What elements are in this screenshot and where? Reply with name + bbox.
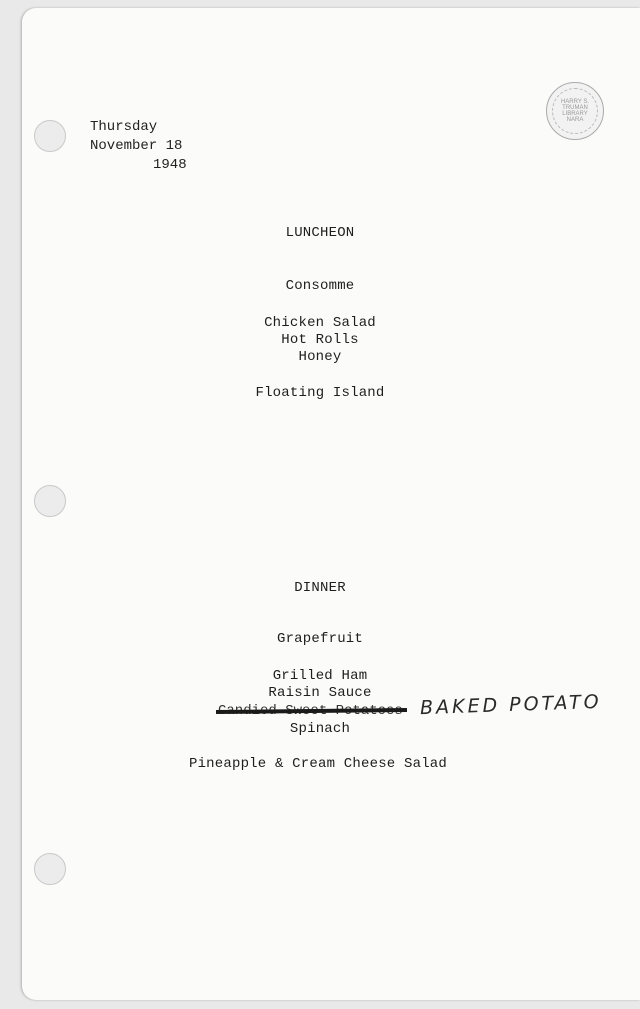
dinner-heading: DINNER [294,580,346,596]
luncheon-heading: LUNCHEON [285,225,355,241]
dinner-item: Grapefruit [276,631,363,647]
luncheon-item: Hot Rolls [281,332,359,348]
luncheon-item: Consomme [285,278,355,294]
binder-hole-bottom [34,853,66,885]
date-month-day: November 18 [90,138,183,154]
luncheon-item: Honey [298,349,342,365]
luncheon-item: Chicken Salad [264,315,376,331]
archive-stamp-icon [546,82,604,140]
luncheon-item: Floating Island [255,385,385,401]
binder-hole-middle [34,485,66,517]
archive-stamp-text: HARRY S. TRUMAN LIBRARY NARA [560,99,590,123]
date-year: 1948 [153,157,187,173]
binder-hole-top [34,120,66,152]
dinner-item: Spinach [289,721,351,737]
dinner-item: Grilled Ham [272,668,368,684]
dinner-item: Pineapple & Cream Cheese Salad [188,756,448,772]
date-day: Thursday [90,119,158,135]
handwritten-note: BAKED POTATO [419,690,602,720]
menu-date [90,118,187,175]
dinner-item-struck [218,703,403,719]
dinner-item: Raisin Sauce [268,685,372,701]
